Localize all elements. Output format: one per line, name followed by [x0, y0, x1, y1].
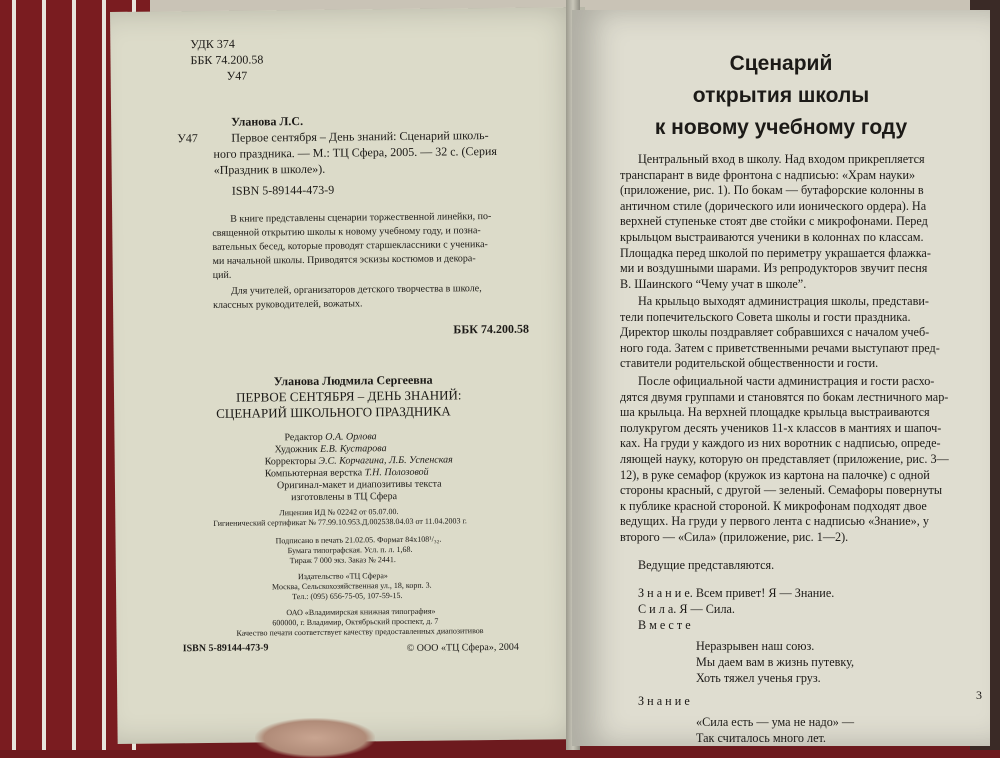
author-full: Уланова Людмила Сергеевна: [273, 372, 433, 389]
speaker-together: В м е с т е: [638, 618, 691, 632]
paragraph-1: Центральный вход в школу. Над входом прикрепляется транспарант в виде фронтона с надписью: «Храм науки» (приложение, рис. 1). По бокам — бутафорские колонны в античном стиле (дорического или ионического ордера). На верхней ступеньке стоят две стойки с микрофонами. Перед крыльцом выстраиваются ученики в колоннах по классам. Площадка перед школой по периметру украшается флажка- ми и воздушными шарами. Из репродукторов звучит песня В. Шаинского “Чему учат в школе”.: [620, 152, 931, 291]
bib-line-3: «Праздник в школе»).: [213, 161, 326, 177]
audience-line-2: классных руководителей, вожатых.: [213, 298, 363, 311]
verse-2: «Сила есть — ума не надо» — Так считалось много лет.: [696, 715, 855, 745]
annotation-line-3: вательных бесед, которые проводят старшеклассники с ученика-: [212, 239, 488, 253]
publisher-3: Тел.: (095) 656-75-05, 107-59-15.: [292, 590, 403, 602]
imprint-page: [110, 7, 593, 744]
original-layout-1: Оригинал-макет и диапозитивы текста: [276, 478, 442, 492]
title-line-2: открытия школы: [692, 84, 870, 107]
verse-1: Неразрывен наш союз. Мы даем вам в жизнь путевку, Хоть тяжел ученья груз.: [696, 639, 855, 685]
isbn-top: ISBN 5-89144-473-9: [231, 182, 335, 198]
author-short: Уланова Л.С.: [231, 113, 304, 129]
print-line-2: Бумага типографская. Усл. п. л. 1,68.: [287, 544, 413, 556]
annotation-line-5: ций.: [212, 269, 232, 281]
license-line: Лицензия ИД № 02242 от 05.07.00.: [279, 507, 399, 518]
page-number: 3: [976, 688, 982, 702]
annotation-line-4: ми начальной школы. Приводятся эскизы костюмов и декора-: [212, 253, 476, 267]
paragraph-2: На крыльцо выходят администрация школы, представи- тели попечительского Совета школы и гости праздника. Директор школы поздравляет собравшихся с началом учеб- ного года. Затем с приветственными речами выступают пред- ставители родительской общественности и гости.: [620, 294, 940, 371]
publisher-2: Москва, Сельскохозяйственная ул., 18, корп. 3.: [271, 580, 432, 592]
bib-line-2: ного праздника. — М.: ТЦ Сфера, 2005. — 32 с. (Серия: [213, 143, 497, 161]
credit-editor: Редактор О.А. Орлова: [284, 431, 377, 444]
hygiene-certificate: Гигиенический сертификат № 77.99.10.953.Д.002538.04.03 от 11.04.2003 г.: [213, 516, 467, 528]
title-caps-2: СЦЕНАРИЙ ШКОЛЬНОГО ПРАЗДНИКА: [216, 403, 451, 421]
title-caps-1: ПЕРВОЕ СЕНТЯБРЯ – ДЕНЬ ЗНАНИЙ:: [235, 387, 462, 405]
credit-artist: Художник Е.В. Кустарова: [274, 443, 387, 456]
speaker-knowledge: З н а н и е: [638, 694, 690, 708]
bbk-bold: ББК 74.200.58: [453, 321, 529, 337]
scenario-page: [572, 10, 990, 746]
paragraph-3: После официальной части администрация и гости расхо- дятся двумя группами и становятся по бокам лестничного мар- ша крыльца. На верхней площадке крыльца выстраиваются полукругом десять учеников 11-х классов в мантиях и шапоч- ках. На груди у каждого из них воротник с надписью, опреде- ляющей науку, которую он представляет (приложение, рис. 3— 12), в руке семафор (кружок из картона на палочке) с одной стороны красный, с другой — зеленый. Семафоры повернуты к публике красной стороной. К микрофонам подходят двое ведущих. На груди у первого лента с надписью «Знание», у второго — «Сила» (приложение, рис. 1—2).: [620, 374, 949, 544]
title-line-3: к новому учебному году: [654, 116, 908, 139]
bbk-code: ББК 74.200.58: [190, 52, 264, 68]
printer-1: ОАО «Владимирская книжная типография»: [286, 606, 436, 618]
hosts-intro: Ведущие представляются.: [638, 558, 775, 572]
audience-line-1: Для учителей, организаторов детского творчества в школе,: [230, 283, 482, 297]
publisher-1: Издательство «ТЦ Сфера»: [297, 571, 388, 582]
annotation-line-1: В книге представлены сценарии торжественной линейки, по-: [230, 211, 492, 225]
author-mark-side: У47: [177, 131, 198, 146]
title-line-1: Сценарий: [729, 52, 833, 75]
credit-layout: Компьютерная верстка Т.Н. Полозовой: [264, 466, 429, 480]
thumb: [255, 718, 375, 758]
copyright: © ООО «ТЦ Сфера», 2004: [406, 641, 519, 654]
printer-2: 600000, г. Владимир, Октябрьский проспект, д. 7: [272, 616, 439, 628]
dialog-knowledge: З н а н и е. Всем привет! Я — Знание.: [638, 586, 835, 600]
original-layout-2: изготовлены в ТЦ Сфера: [291, 491, 398, 504]
author-mark: У47: [226, 68, 248, 83]
annotation-line-2: священной открытию школы к новому учебному году, и познa-: [212, 225, 481, 239]
dialog-strength: С и л а. Я — Сила.: [638, 602, 735, 616]
credit-proofreaders: Корректоры Э.С. Корчагина, Л.Б. Успенская: [264, 454, 453, 468]
bib-line-1: Первое сентября – День знаний: Сценарий школь-: [231, 128, 489, 145]
isbn-bottom: ISBN 5-89144-473-9: [182, 642, 269, 655]
udk-code: УДК 374: [190, 36, 235, 52]
print-line-3: Тираж 7 000 экз. Заказ № 2441.: [289, 555, 396, 566]
print-line-1: Подписано в печать 21.02.05. Формат 84x108¹/₃₂.: [275, 534, 442, 546]
printer-3: Качество печати соответствует качеству предоставленных диапозитивов: [236, 626, 484, 638]
